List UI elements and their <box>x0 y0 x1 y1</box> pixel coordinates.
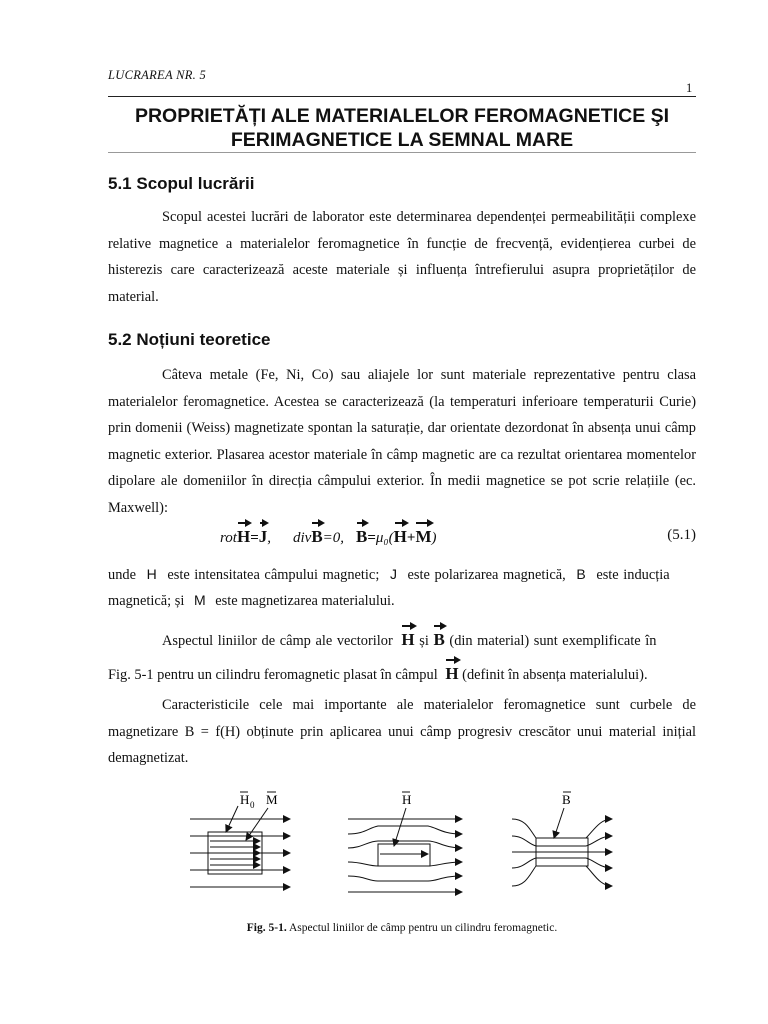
definitions-line-1: unde H este intensitatea câmpului magnetic; J este polarizarea magnetică, B este inducția <box>108 566 670 583</box>
symbol-j: J <box>389 566 397 582</box>
symbol-b: B <box>576 566 586 582</box>
label-h0-m <box>240 792 278 810</box>
figure-caption-label: Fig. 5-1. <box>246 922 287 934</box>
section-heading-notiuni: 5.2 Noțiuni teoretice <box>108 330 271 349</box>
page-title <box>108 104 696 152</box>
symbol-m: M <box>193 592 206 608</box>
section-paragraph-caracteristici: Caracteristicile cele mai importante ale materialelor feromagnetice sunt curbele de magnetizare B = f(H) obținute prin aplicarea unui câmp progresiv crescător unui material inițial demagnetizat. <box>108 697 696 767</box>
definitions-line-2: magnetică; și M este magnetizarea materialului. <box>108 592 395 609</box>
equation-number: (5.1) <box>667 527 696 543</box>
vector-j: J <box>258 527 268 546</box>
aspect-line-1: Aspectul liniilor de câmp ale vectorilor H și B (din material) sunt exemplificate în <box>162 630 657 649</box>
section-paragraph-scop: Scopul acestei lucrări de laborator este determinarea dependenței permeabilității complexe relative magnetice a materialelor feromagnetice în funcție de frecvență, evidențierea curbei de histerezis care caracterizează aceste materiale și influența întrefierului asupra proprietăților de material. <box>108 209 696 305</box>
title-line-2: FERIMAGNETICE LA SEMNAL MARE <box>230 129 574 151</box>
section-paragraph-notiuni: Câteva metale (Fe, Ni, Co) sau aliajele lor sunt materiale reprezentative pentru clasa materialelor feromagnetice. Acestea se caracterizează (la temperaturi inferioare temperaturii Curie) prin domenii (Weiss) magnetizate spontan la saturație, dar orientate dezordonat în absența unui câmp magnetic exterior. Plasarea acestor materiale în câmp magnetic are ca rezultat orientarea momentelor dipolare ale domeniilor în direcția câmpului exterior. În medii magnetice se pot scrie relațiile (ec. Maxwell): <box>108 367 696 516</box>
label-h0-subscript: 0 <box>250 800 255 810</box>
vector-m: M <box>415 527 432 546</box>
vector-h-aspect: H <box>401 630 415 649</box>
label-h: H <box>402 792 412 807</box>
page-number: 1 <box>686 81 693 95</box>
vector-b: B <box>311 527 323 546</box>
title-line-1: PROPRIETĂȚI ALE MATERIALELOR FEROMAGNETICE ŞI <box>134 105 670 127</box>
figure-caption <box>108 922 696 934</box>
vector-h-2: H <box>393 527 407 546</box>
equation-div-b: divB=0, <box>293 527 345 546</box>
header-rule <box>108 96 696 97</box>
panel-h0-cylinder <box>190 806 290 887</box>
vector-h: H <box>236 527 251 546</box>
running-title: LUCRAREA NR. 5 <box>108 68 207 82</box>
aspect-line-2: Fig. 5-1 pentru un cilindru feromagnetic plasat în câmpul H (definit în absența materialului). <box>108 664 648 683</box>
figure-field-lines <box>180 786 620 918</box>
equation-5-1 <box>108 524 696 550</box>
section-heading-scop: 5.1 Scopul lucrării <box>108 174 255 193</box>
title-rule <box>108 152 696 153</box>
label-h0: H <box>240 792 250 807</box>
equation-rot-h-j: rotH=J, <box>220 527 271 546</box>
vector-h-aspect-2: H <box>445 664 459 683</box>
panel-h-field <box>348 808 462 892</box>
label-b: B <box>562 792 571 807</box>
panel-b-field <box>512 808 612 886</box>
vector-b-aspect: B <box>433 630 445 649</box>
vector-b-2: B <box>356 527 368 546</box>
equation-b-mu: B=μ₀(H+M) <box>356 527 437 546</box>
figure-caption-text: Aspectul liniilor de câmp pentru un cilindru feromagnetic. <box>288 922 558 934</box>
symbol-h: H <box>146 566 157 582</box>
label-m: M <box>266 792 278 807</box>
